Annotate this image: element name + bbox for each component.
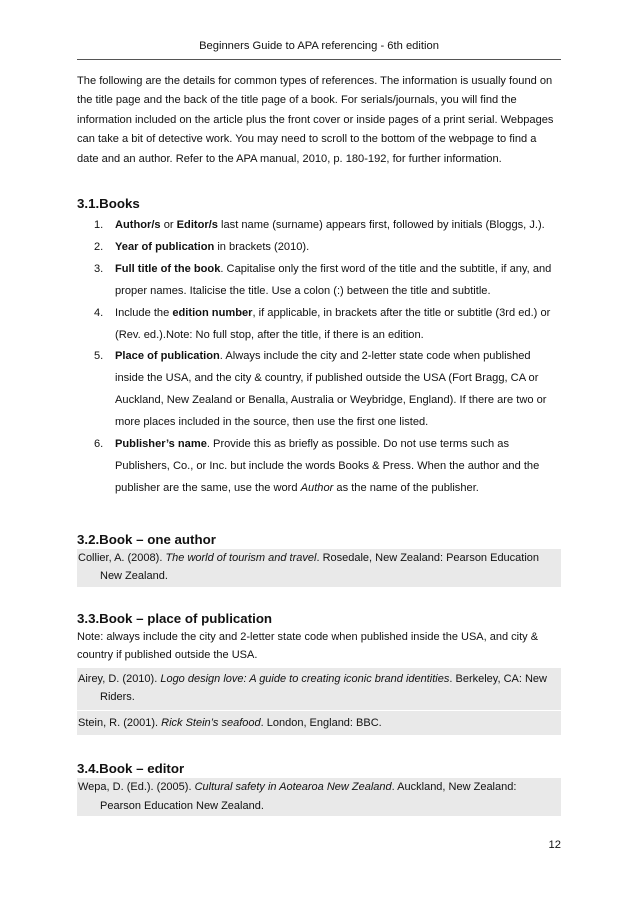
list-item: 3. Full title of the book. Capitalise only the first word of the title and the subtitle, if any, and proper names. Italicise the title. Use a colon (:) between the title and subtitle.: [94, 262, 552, 297]
reference-entry: Collier, A. (2008). The world of tourism and travel. Rosedale, New Zealand: Pearson Education New Zealand.: [77, 549, 561, 588]
list-item: 5. Place of publication. Always include the city and 2-letter state code when published inside the USA, and the city & country, if published outside the USA (Fort Bragg, CA or Auckland, New Zealand or Benalla, Australia or Weybridge, England). If there are two or more places included in the source, then use the first one listed.: [94, 350, 547, 429]
section-heading-editor: 3.4.Book – editor: [77, 761, 185, 777]
section-place-of-publication: [77, 610, 561, 737]
reference-entry: Stein, R. (2001). Rick Stein’s seafood. London, England: BBC.: [77, 711, 561, 737]
section-heading-place: 3.3.Book – place of publication: [77, 610, 273, 626]
reference-entry: Airey, D. (2010). Logo design love: A guide to creating iconic brand identities. Berkeley, CA: New Riders.: [77, 668, 561, 711]
list-item: 4. Include the edition number, if applicable, in brackets after the title or subtitle (3rd ed.) or (Rev. ed.).Note: No full stop, after the title, if there is an edition.: [94, 306, 551, 341]
place-note: Note: always include the city and 2-letter state code when published inside the USA, and city & country if published outside the USA.: [77, 630, 539, 662]
page-header: Beginners Guide to APA referencing - 6th edition: [199, 40, 439, 52]
section-heading-one-author: 3.2.Book – one author: [77, 531, 216, 547]
section-heading-books: 3.1.Books: [77, 196, 140, 212]
list-item: 2. Year of publication in brackets (2010).: [94, 240, 310, 253]
list-item: 6. Publisher’s name. Provide this as briefly as possible. Do not use terms such as Publishers, Co., or Inc. but include the words Books & Press. When the author and the publisher are the same, use the word Author as the name of the publisher.: [94, 438, 540, 494]
section-one-author: [77, 531, 561, 588]
books-list: [77, 215, 561, 500]
header-divider: [77, 59, 561, 60]
intro-paragraph: The following are the details for common types of references. The information is usually found on the title page and the back of the title page of a book. For serials/journals, you will find the information included on the article plus the front cover or inside pages of a print serial. Webpages can take a bit of detective work. You may need to scroll to the bottom of the webpage to find a date and an author. Refer to the APA manual, 2010, p. 180-192, for further information.: [77, 75, 554, 165]
page-content: [77, 72, 561, 817]
section-books: [77, 195, 561, 500]
page-number: 12: [548, 839, 561, 851]
section-editor: [77, 760, 561, 817]
reference-entry: Wepa, D. (Ed.). (2005). Cultural safety in Aotearoa New Zealand. Auckland, New Zealand: Pearson Education New Zealand.: [77, 778, 561, 817]
list-item: 1. Author/s or Editor/s last name (surname) appears first, followed by initials (Bloggs, J.).: [94, 219, 545, 232]
